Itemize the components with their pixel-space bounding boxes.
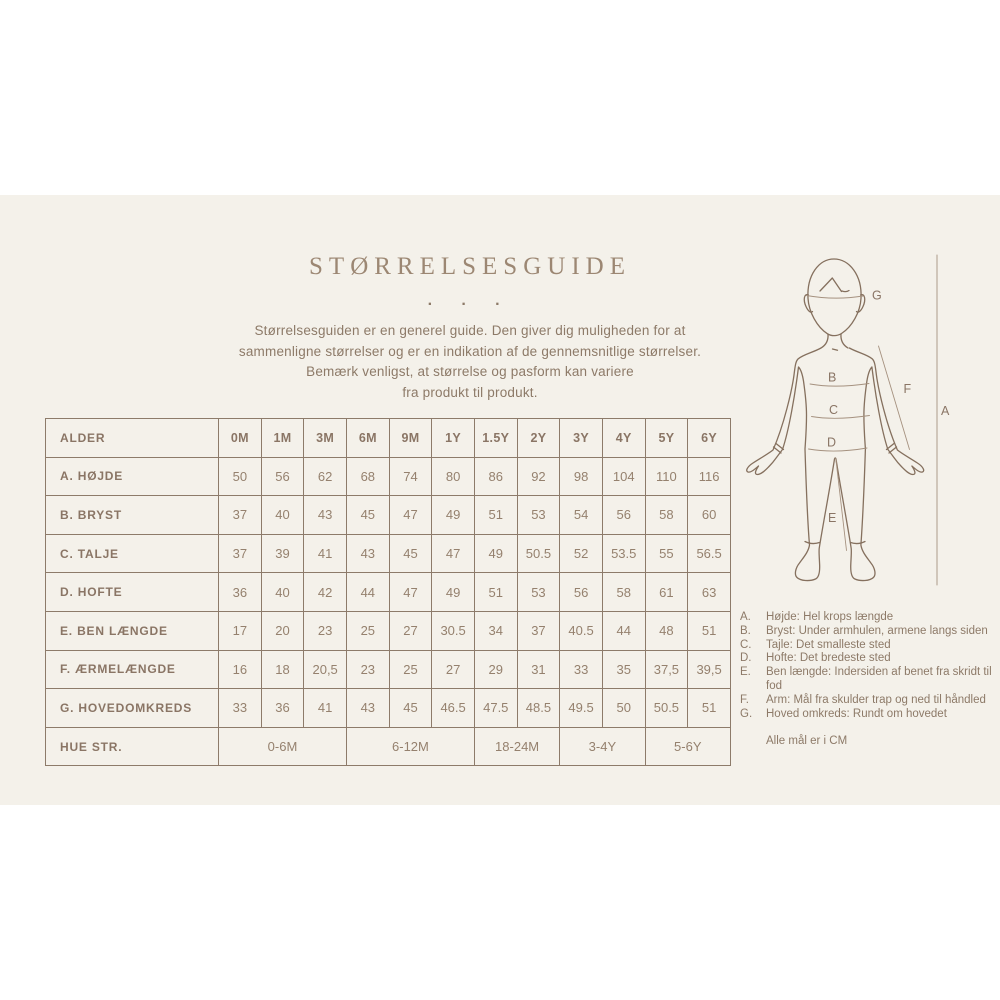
table-cell: 104: [602, 457, 645, 496]
table-cell: 53: [517, 496, 560, 535]
measurement-legend: [740, 611, 996, 749]
hue-size-group-cell: 0-6M: [219, 727, 347, 766]
table-cell: 31: [517, 650, 560, 689]
table-cell: 51: [688, 689, 731, 728]
table-cell: 43: [346, 689, 389, 728]
table-cell: 56: [602, 496, 645, 535]
child-figure-svg: [735, 245, 970, 605]
size-table: [45, 418, 731, 766]
legend-text: Arm: Mål fra skulder trap og ned til håndled: [766, 693, 986, 706]
figure-neck-left: [821, 334, 828, 348]
figure-neck-right: [841, 334, 848, 348]
figure-label-d: D: [827, 435, 837, 450]
table-cell: 44: [602, 611, 645, 650]
table-row: [46, 650, 731, 689]
table-cell: 51: [474, 496, 517, 535]
legend-key: F.: [740, 693, 749, 706]
table-cell: 40.5: [560, 611, 603, 650]
intro-line: Bemærk venligst, at størrelse og pasform kan variere: [306, 364, 634, 379]
intro-line: fra produkt til produkt.: [402, 384, 538, 400]
legend-text: Tajle: Det smalleste sted: [766, 638, 891, 651]
table-cell: 51: [688, 611, 731, 650]
row-label: C. TALJE: [46, 534, 219, 573]
table-cell: 44: [346, 573, 389, 612]
table-cell: 47.5: [474, 689, 517, 728]
figure-right-ankle-crease: [851, 542, 866, 544]
table-cell: 58: [645, 496, 688, 535]
table-cell: 50: [602, 689, 645, 728]
intro-line: Størrelsesguiden er en generel guide. Den giver dig muligheden for at: [254, 323, 686, 338]
table-cell: 42: [304, 573, 347, 612]
table-cell: 98: [560, 457, 603, 496]
figure-label-a: A: [941, 404, 950, 418]
title-divider-dots: · · ·: [427, 296, 513, 313]
table-cell: 54: [560, 496, 603, 535]
legend-item: [740, 708, 996, 722]
legend-item: [740, 611, 996, 625]
table-cell: 58: [602, 573, 645, 612]
size-table-body: [46, 457, 731, 766]
table-cell: 25: [346, 611, 389, 650]
table-cell: 35: [602, 650, 645, 689]
table-cell: 23: [304, 611, 347, 650]
table-cell: 56: [560, 573, 603, 612]
table-cell: 16: [219, 650, 262, 689]
table-cell: 53: [517, 573, 560, 612]
legend-text: Ben længde: Indersiden af benet fra skridt til fod: [766, 666, 992, 692]
figure-label-c: C: [829, 403, 839, 417]
table-cell: 37: [517, 611, 560, 650]
table-cell: 49: [432, 496, 475, 535]
row-label: G. HOVEDOMKREDS: [46, 689, 219, 728]
col-header: 5Y: [645, 419, 688, 458]
hue-size-group-cell: 6-12M: [346, 727, 474, 766]
table-cell: 68: [346, 457, 389, 496]
units-note: Alle mål er i CM: [766, 735, 848, 748]
chest-measure-line: [810, 384, 869, 387]
table-cell: 39: [261, 534, 304, 573]
table-row: [46, 689, 731, 728]
intro-line: sammenligne størrelser og er en indikation af de gennemsnitlige størrelser.: [238, 343, 702, 359]
table-cell: 43: [304, 496, 347, 535]
table-cell: 37,5: [645, 650, 688, 689]
table-cell: 40: [261, 496, 304, 535]
figure-head-band-line: [807, 296, 864, 299]
figure-left-ankle-crease: [805, 542, 820, 544]
table-cell: 23: [346, 650, 389, 689]
page-title: STØRRELSESGUIDE: [309, 253, 631, 280]
table-cell: 47: [432, 534, 475, 573]
col-header: 1.5Y: [474, 419, 517, 458]
waist-measure-line: [812, 416, 870, 419]
table-cell: 33: [219, 689, 262, 728]
legend-key: G.: [740, 707, 753, 720]
legend-item: [740, 694, 996, 708]
table-cell: 27: [389, 611, 432, 650]
table-row-hue-str: [46, 727, 731, 766]
table-cell: 47: [389, 496, 432, 535]
col-header: 6Y: [688, 419, 731, 458]
table-cell: 29: [474, 650, 517, 689]
table-cell: 49.5: [560, 689, 603, 728]
table-cell: 74: [389, 457, 432, 496]
size-table-head-row: [46, 419, 731, 458]
col-header: 1M: [261, 419, 304, 458]
table-cell: 60: [688, 496, 731, 535]
table-cell: 20: [261, 611, 304, 650]
row-label: B. BRYST: [46, 496, 219, 535]
table-row: [46, 457, 731, 496]
table-cell: 80: [432, 457, 475, 496]
table-row: [46, 573, 731, 612]
table-cell: 110: [645, 457, 688, 496]
col-header: 3M: [304, 419, 347, 458]
table-cell: 37: [219, 534, 262, 573]
table-cell: 45: [389, 689, 432, 728]
table-cell: 40: [261, 573, 304, 612]
legend-item: [740, 625, 996, 639]
table-cell: 18: [261, 650, 304, 689]
row-label: D. HOFTE: [46, 573, 219, 612]
table-cell: 51: [474, 573, 517, 612]
legend-text: Hofte: Det bredeste sted: [766, 652, 891, 665]
table-cell: 43: [346, 534, 389, 573]
figure-neck-dash: [833, 349, 838, 350]
col-header: 6M: [346, 419, 389, 458]
row-label: A. HØJDE: [46, 457, 219, 496]
table-cell: 39,5: [688, 650, 731, 689]
legend-text: Hoved omkreds: Rundt om hovedet: [766, 707, 947, 720]
table-cell: 45: [346, 496, 389, 535]
hip-measure-line: [809, 448, 868, 451]
table-cell: 49: [432, 573, 475, 612]
table-cell: 92: [517, 457, 560, 496]
col-header-alder: ALDER: [46, 419, 219, 458]
table-cell: 116: [688, 457, 731, 496]
legend-key: B.: [740, 624, 751, 637]
table-row: [46, 496, 731, 535]
figure-label-g: G: [872, 288, 882, 303]
table-cell: 47: [389, 573, 432, 612]
table-cell: 45: [389, 534, 432, 573]
table-cell: 52: [560, 534, 603, 573]
table-cell: 50.5: [517, 534, 560, 573]
table-cell: 27: [432, 650, 475, 689]
table-cell: 33: [560, 650, 603, 689]
legend-text: Bryst: Under armhulen, armene langs siden: [766, 624, 988, 637]
table-cell: 53.5: [602, 534, 645, 573]
table-cell: 37: [219, 496, 262, 535]
figure-label-e: E: [828, 511, 837, 525]
legend-key: E.: [740, 666, 751, 679]
col-header: 9M: [389, 419, 432, 458]
table-cell: 56: [261, 457, 304, 496]
table-cell: 34: [474, 611, 517, 650]
table-cell: 41: [304, 689, 347, 728]
table-cell: 63: [688, 573, 731, 612]
table-row: [46, 611, 731, 650]
col-header: 4Y: [602, 419, 645, 458]
table-cell: 55: [645, 534, 688, 573]
col-header: 0M: [219, 419, 262, 458]
table-row: [46, 534, 731, 573]
table-cell: 50.5: [645, 689, 688, 728]
hue-size-group-cell: 3-4Y: [560, 727, 645, 766]
table-cell: 49: [474, 534, 517, 573]
legend-item: [740, 652, 996, 666]
table-cell: 25: [389, 650, 432, 689]
col-header: 2Y: [517, 419, 560, 458]
table-cell: 30.5: [432, 611, 475, 650]
legend-key: A.: [740, 611, 751, 623]
col-header: 3Y: [560, 419, 603, 458]
figure-label-b: B: [828, 370, 837, 385]
table-cell: 56.5: [688, 534, 731, 573]
legend-key: D.: [740, 652, 752, 665]
legend-item: [740, 666, 996, 694]
table-cell: 46.5: [432, 689, 475, 728]
table-cell: 62: [304, 457, 347, 496]
row-label-hue-str: HUE STR.: [46, 727, 219, 766]
table-cell: 50: [219, 457, 262, 496]
legend-key: C.: [740, 638, 752, 651]
hue-size-group-cell: 18-24M: [474, 727, 559, 766]
legend-text: Højde: Hel krops længde: [766, 611, 894, 623]
table-cell: 36: [219, 573, 262, 612]
table-cell: 48: [645, 611, 688, 650]
table-cell: 86: [474, 457, 517, 496]
table-cell: 41: [304, 534, 347, 573]
row-label: F. ÆRMELÆNGDE: [46, 650, 219, 689]
figure-label-f: F: [903, 382, 912, 396]
table-cell: 36: [261, 689, 304, 728]
legend-item: [740, 639, 996, 653]
leg-measure-line: [836, 459, 847, 551]
hue-size-group-cell: 5-6Y: [645, 727, 730, 766]
table-cell: 61: [645, 573, 688, 612]
table-cell: 20,5: [304, 650, 347, 689]
table-cell: 48.5: [517, 689, 560, 728]
figure-hair-fringe: [820, 278, 849, 292]
row-label: E. BEN LÆNGDE: [46, 611, 219, 650]
col-header: 1Y: [432, 419, 475, 458]
table-cell: 17: [219, 611, 262, 650]
